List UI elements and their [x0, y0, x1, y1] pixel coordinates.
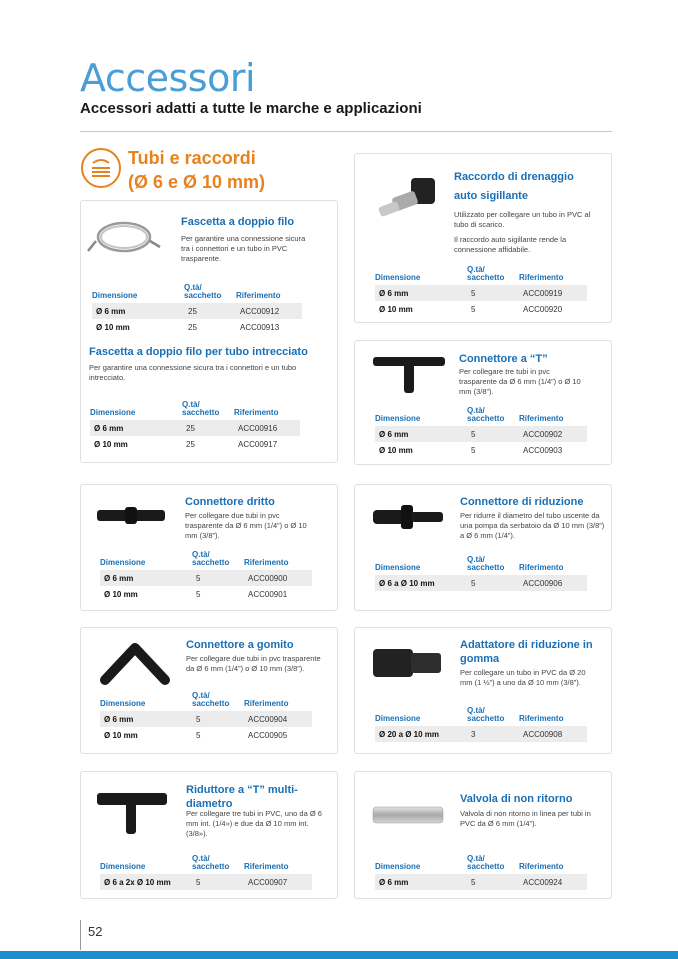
table-row: Ø 20 a Ø 10 mm 3 ACC00908 — [375, 726, 587, 742]
spec-table: Dimensione Q.tà/ sacchetto Riferimento Ø 6 mm 5 ACC00900 Ø 10 mm 5 ACC00901 — [100, 551, 312, 602]
drain-fitting-image — [373, 172, 443, 232]
card-dritto — [80, 484, 338, 611]
bottom-bar — [0, 951, 678, 959]
product-description: Per garantire una connessione sicura tra i connettori e un tubo in PVC trasparente. — [181, 234, 306, 263]
spec-table: Dimensione Q.tà/ sacchetto Riferimento Ø 6 mm 5 ACC00919 Ø 10 mm 5 ACC00920 — [375, 266, 587, 317]
rubber-adapter-image — [371, 646, 443, 680]
table-row: Ø 6 mm 5 ACC00902 — [375, 426, 587, 442]
spec-table: Dimensione Q.tà/ sacchetto Riferimento Ø 6 mm 5 ACC00924 — [375, 855, 587, 890]
straight-connector-image — [95, 503, 167, 527]
product-description: Per collegare due tubi in pvc trasparente da Ø 6 mm (1/4”) o Ø 10 mm (3/8”). — [185, 511, 307, 540]
product-title: Valvola di non ritorno — [460, 793, 573, 805]
product-description: Il raccordo auto sigillante rende la connessione affidabile. — [454, 235, 567, 254]
card-gomito — [80, 627, 338, 754]
spec-table — [92, 284, 302, 335]
product-description: Per ridurre il diametro del tubo uscente da una pompa da serbatoio da Ø 10 mm (3/8”) a Ø 6 mm (1/4”). — [460, 511, 605, 540]
elbow-connector-image — [99, 636, 171, 686]
multi-diameter-t-reducer-image — [95, 786, 169, 836]
table-row: Ø 6 a 2x Ø 10 mm 5 ACC00907 — [100, 874, 312, 890]
page-number: 52 — [88, 924, 103, 939]
product-description: Per garantire una connessione sicura tra i connettori e un tubo intrecciato. — [89, 363, 297, 382]
spec-table: Dimensione Q.tà/ sacchetto Riferimento Ø 20 a Ø 10 mm 3 ACC00908 — [375, 707, 587, 742]
product-description: Per collegare un tubo in PVC da Ø 20 mm (1 ½”) a uno da Ø 10 mm (3/8”). — [460, 668, 586, 687]
footer-divider — [80, 920, 81, 950]
t-connector-image — [371, 351, 447, 395]
col-dimension: Dimensione — [92, 291, 138, 300]
hose-icon — [81, 148, 121, 188]
reducer-connector-image — [371, 501, 445, 533]
product-title: Connettore di riduzione — [460, 496, 584, 508]
card-drenaggio — [354, 153, 612, 323]
card-adattatore — [354, 627, 612, 754]
card-fascetta — [80, 200, 338, 463]
card-riduzione — [354, 484, 612, 611]
product-description: Per collegare tre tubi in PVC, uno da Ø 6 mm int. (1/4») e due da Ø 10 mm int. (3/8»). — [186, 809, 322, 838]
table-row: Ø 6 mm 5 ACC00900 — [100, 570, 312, 586]
product-title: Fascetta a doppio filo — [181, 216, 295, 228]
product-title: Fascetta a doppio filo per tubo intrecciato — [89, 346, 308, 358]
header-divider — [80, 131, 612, 132]
table-row: Ø 6 mm 5 ACC00904 — [100, 711, 312, 727]
spec-table: Dimensione Q.tà/ sacchetto Riferimento Ø 6 a Ø 10 mm 5 ACC00906 — [375, 556, 587, 591]
card-riduttore-t — [80, 771, 338, 899]
product-description: Utilizzato per collegare un tubo in PVC al tubo di scarico. — [454, 210, 591, 229]
product-description: Per collegare due tubi in pvc trasparente da Ø 6 mm (1/4”) o Ø 10 mm (3/8”). — [186, 654, 321, 673]
table-row: Ø 6 mm 5 ACC00919 — [375, 285, 587, 301]
table-row: Ø 10 mm 5 ACC00905 — [104, 730, 288, 740]
table-row: Ø 10 mm 5 ACC00903 — [379, 445, 563, 455]
product-title: Connettore a “T” — [459, 353, 548, 365]
product-title: Connettore dritto — [185, 496, 275, 508]
page-title: Accessori — [80, 56, 256, 100]
check-valve-image — [371, 802, 445, 828]
table-row: Ø 6 mm 25 ACC00912 — [92, 303, 302, 319]
double-wire-clamp-image — [86, 215, 168, 259]
table-row: Ø 6 mm 5 ACC00924 — [375, 874, 587, 890]
page-subtitle: Accessori adatti a tutte le marche e applicazioni — [80, 100, 422, 117]
section-title: Tubi e raccordi (Ø 6 e Ø 10 mm) — [128, 148, 266, 192]
table-row: Ø 6 a Ø 10 mm 5 ACC00906 — [375, 575, 587, 591]
table-row: Ø 10 mm 5 ACC00901 — [104, 589, 288, 599]
product-description: Valvola di non ritorno in linea per tubi in PVC da Ø 6 mm (1/4”). — [460, 809, 591, 828]
table-row: Ø 6 mm 25 ACC00916 — [90, 420, 300, 436]
table-row: Ø 10 mm 25 ACC00913 — [96, 322, 280, 332]
product-title: Raccordo di drenaggio auto sigillante — [454, 171, 574, 202]
product-title: Connettore a gomito — [186, 639, 294, 651]
col-ref: Riferimento — [236, 291, 281, 300]
product-title: Adattatore di riduzione in gomma — [460, 639, 593, 665]
spec-table: Dimensione Q.tà/ sacchetto Riferimento Ø 6 a 2x Ø 10 mm 5 ACC00907 — [100, 855, 312, 890]
table-row: Ø 10 mm 5 ACC00920 — [379, 304, 563, 314]
product-title: Riduttore a “T” multi-diametro — [186, 784, 298, 810]
table-row: Ø 10 mm 25 ACC00917 — [94, 439, 278, 449]
spec-table: Dimensione Q.tà/ sacchetto Riferimento Ø 6 mm 5 ACC00902 Ø 10 mm 5 ACC00903 — [375, 407, 587, 458]
spec-table: Dimensione Q.tà/ sacchetto Riferimento Ø 6 mm 25 ACC00916 Ø 10 mm 25 ACC00917 — [90, 401, 300, 452]
card-connettore-t — [354, 340, 612, 465]
product-description: Per collegare tre tubi in pvc trasparente da Ø 6 mm (1/4”) o Ø 10 mm (3/8”). — [459, 367, 581, 396]
spec-table: Dimensione Q.tà/ sacchetto Riferimento Ø 6 mm 5 ACC00904 Ø 10 mm 5 ACC00905 — [100, 692, 312, 743]
card-valvola — [354, 771, 612, 899]
col-qty: Q.tà/ sacchetto — [184, 283, 222, 300]
